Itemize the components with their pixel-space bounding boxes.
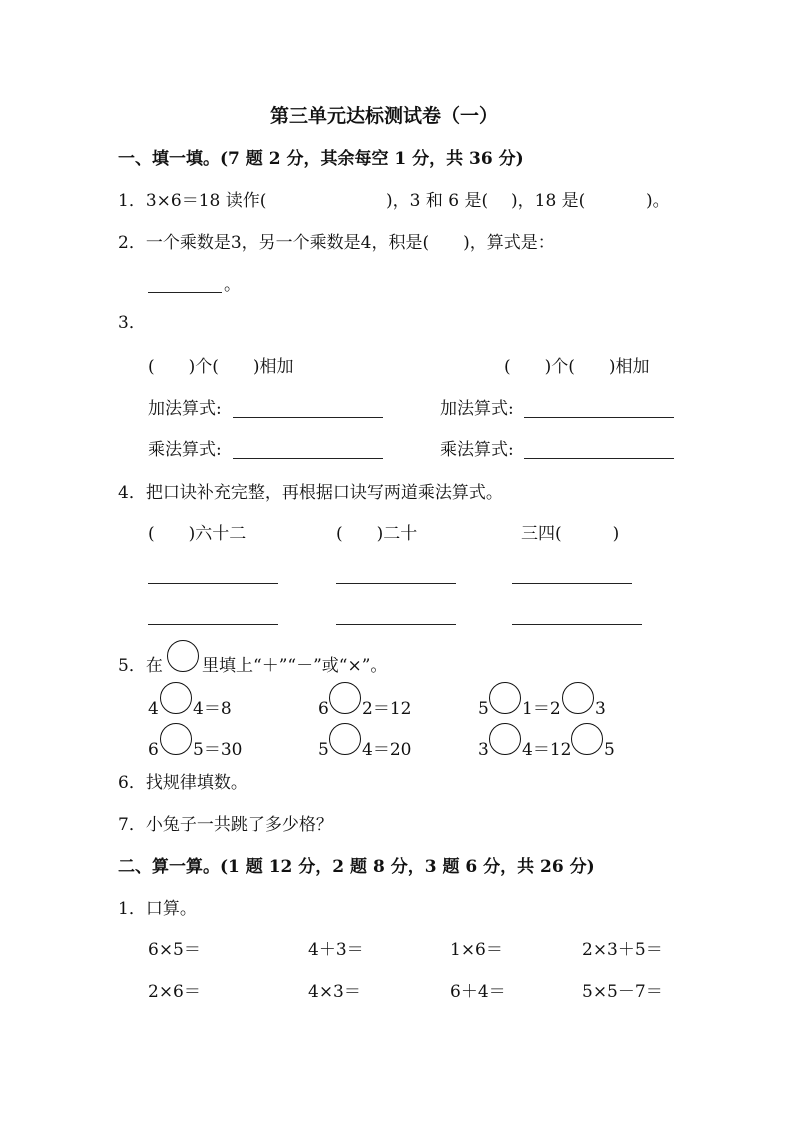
q5-r2-e2-circle[interactable] — [329, 723, 361, 755]
q3-left-add-label: 加法算式: — [148, 399, 222, 419]
q3-left-mul-line — [233, 458, 383, 459]
q4-line-3a — [512, 583, 632, 584]
q5-text-after: 里填上“＋”“－”或“×”。 — [202, 656, 388, 676]
q5-r2-e1-a: 6 — [148, 740, 159, 760]
q4-line-2a — [336, 583, 456, 584]
q5-r1-e3-circle-1[interactable] — [489, 682, 521, 714]
oral-calc-r1-c1: 6×5＝ — [148, 940, 201, 960]
section-2-heading: 二、算一算。(1 题 12 分，2 题 8 分，3 题 6 分，共 26 分) — [118, 857, 595, 877]
q5-r1-e3-c: 3 — [595, 699, 606, 719]
q5-r2-e1-b: 5＝30 — [193, 740, 243, 760]
q5-r1-e3-b: 1＝2 — [522, 699, 561, 719]
q2-answer-line — [148, 292, 222, 293]
q3-number: 3． — [118, 313, 146, 333]
q4-line-2b — [336, 624, 456, 625]
q5-text-before: 5．在 — [118, 656, 163, 676]
page-title: 第三单元达标测试卷（一） — [270, 105, 499, 127]
q4-item-1: ( )六十二 — [148, 524, 247, 544]
q5-r1-e1-b: 4＝8 — [193, 699, 232, 719]
q3-left-group: ( )个( )相加 — [148, 357, 294, 377]
q5-r2-e3-c: 5 — [604, 740, 615, 760]
q5-r2-e3-a: 3 — [478, 740, 489, 760]
q3-right-mul-label: 乘法算式: — [440, 440, 514, 460]
q4-text: 4．把口诀补充完整，再根据口诀写两道乘法算式。 — [118, 483, 503, 503]
q4-line-1b — [148, 624, 278, 625]
q5-r2-e3-b: 4＝12 — [522, 740, 572, 760]
q3-right-add-label: 加法算式: — [440, 399, 514, 419]
q4-item-2: ( )二十 — [336, 524, 418, 544]
q3-left-add-line — [233, 417, 383, 418]
q4-line-3b — [512, 624, 642, 625]
q7-text: 7．小兔子一共跳了多少格？ — [118, 815, 333, 835]
q5-r1-e2-a: 6 — [318, 699, 329, 719]
q5-r2-e2-a: 5 — [318, 740, 329, 760]
q2-text: 2．一个乘数是3，另一个乘数是4，积是( )，算式是： — [118, 233, 555, 253]
q5-r1-e3-circle-2[interactable] — [562, 682, 594, 714]
section-1-heading: 一、填一填。(7 题 2 分，其余每空 1 分，共 36 分) — [118, 149, 524, 169]
s2-q1-text: 1．口算。 — [118, 899, 197, 919]
q2-answer-end: 。 — [224, 275, 241, 295]
q4-item-3: 三四( ) — [521, 524, 620, 544]
q5-r2-e3-circle-1[interactable] — [489, 723, 521, 755]
q1-part-d: )。 — [646, 191, 670, 211]
q5-r2-e3-circle-2[interactable] — [571, 723, 603, 755]
q3-right-add-line — [524, 417, 674, 418]
oral-calc-r1-c3: 1×6＝ — [450, 940, 503, 960]
q1-part-a: 1．3×6＝18 读作( — [118, 191, 267, 211]
q6-text: 6．找规律填数。 — [118, 773, 248, 793]
oral-calc-r2-c3: 6＋4＝ — [450, 982, 506, 1002]
q3-left-mul-label: 乘法算式: — [148, 440, 222, 460]
oral-calc-r2-c4: 5×5－7＝ — [582, 982, 663, 1002]
q1-part-b: )，3 和 6 是( — [386, 191, 489, 211]
q5-example-circle — [167, 640, 199, 672]
q5-r1-e1-circle[interactable] — [160, 682, 192, 714]
q5-r1-e1-a: 4 — [148, 699, 159, 719]
q5-r1-e2-circle[interactable] — [329, 682, 361, 714]
q3-right-mul-line — [524, 458, 674, 459]
oral-calc-r2-c2: 4×3＝ — [308, 982, 361, 1002]
q5-r1-e2-b: 2＝12 — [362, 699, 412, 719]
q4-line-1a — [148, 583, 278, 584]
q5-r2-e2-b: 4＝20 — [362, 740, 412, 760]
oral-calc-r2-c1: 2×6＝ — [148, 982, 201, 1002]
q5-r2-e1-circle[interactable] — [160, 723, 192, 755]
q5-r1-e3-a: 5 — [478, 699, 489, 719]
oral-calc-r1-c4: 2×3＋5＝ — [582, 940, 663, 960]
oral-calc-r1-c2: 4＋3＝ — [308, 940, 364, 960]
q3-right-group: ( )个( )相加 — [504, 357, 650, 377]
q1-part-c: )，18 是( — [511, 191, 586, 211]
